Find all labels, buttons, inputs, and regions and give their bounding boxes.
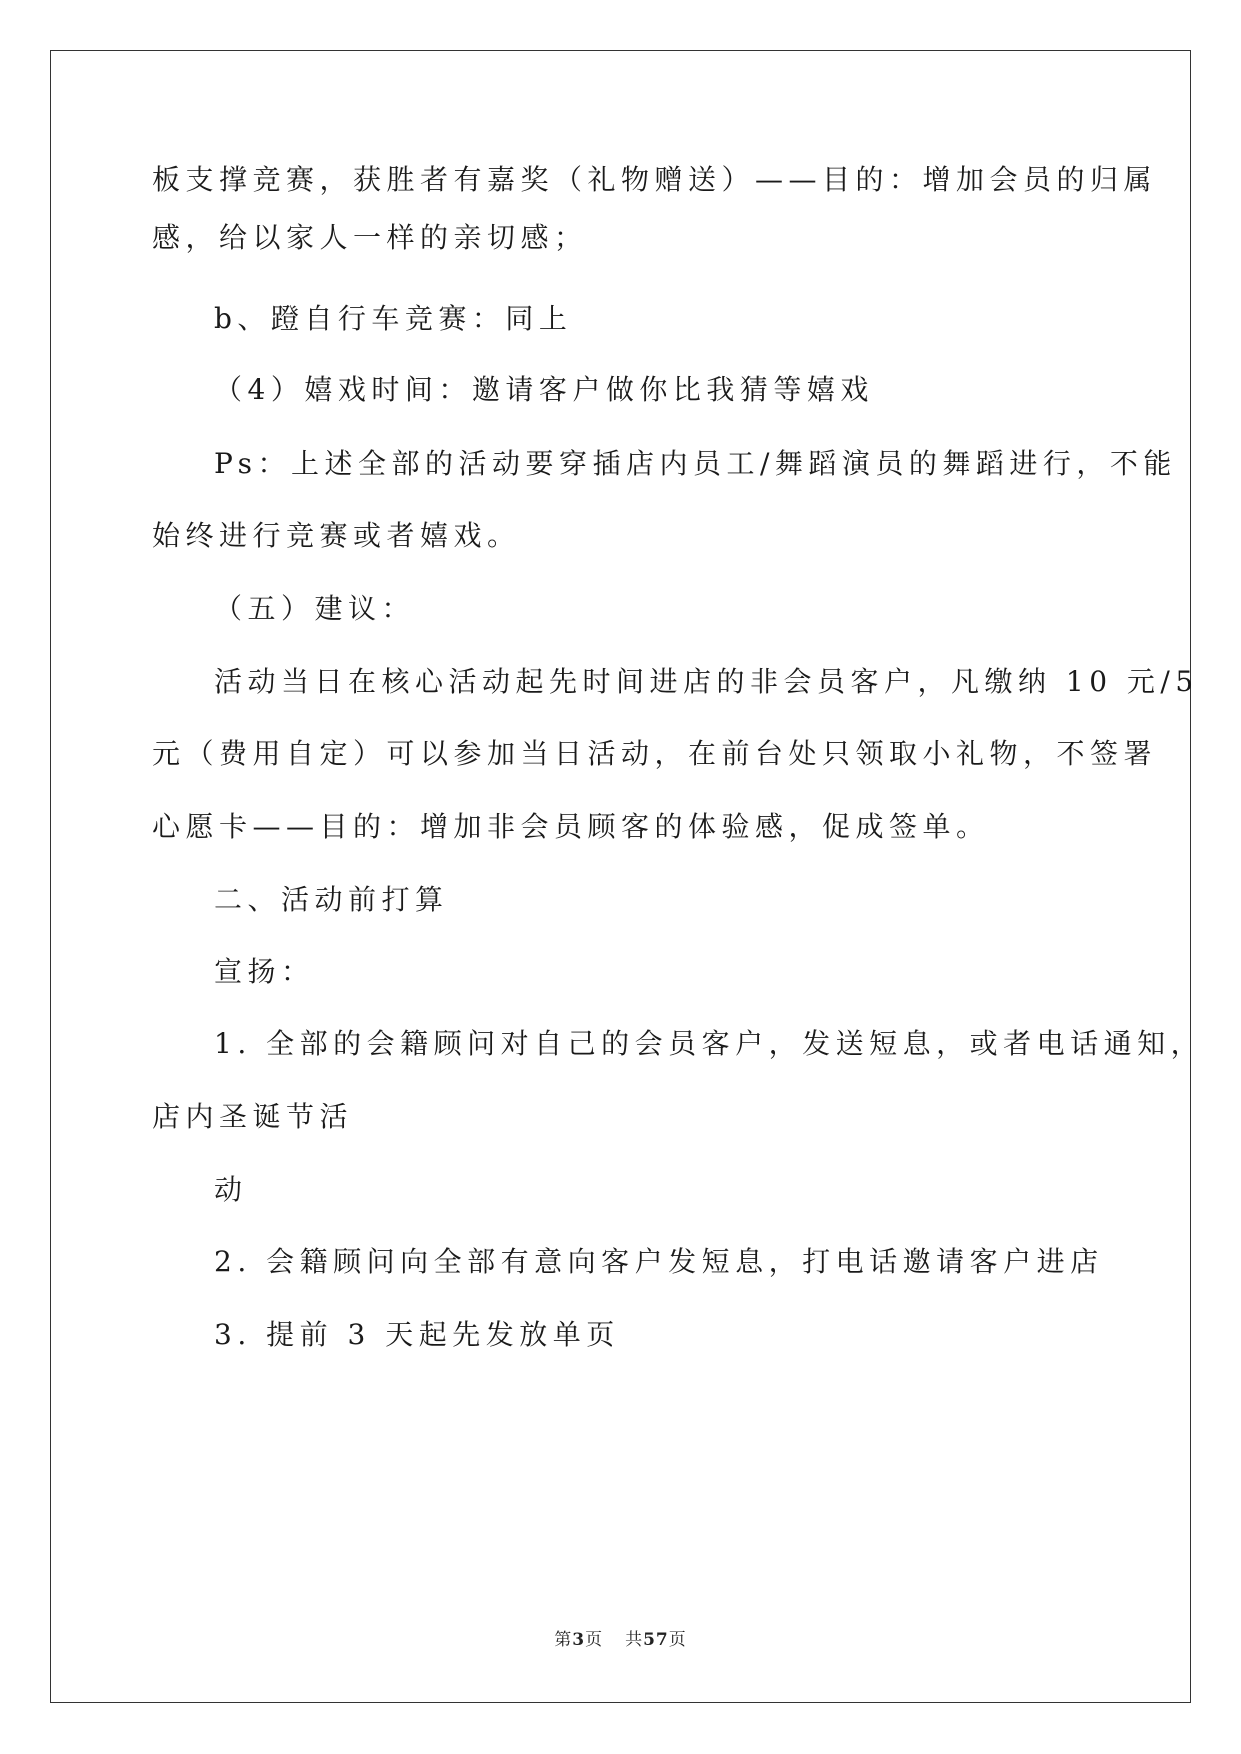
text-line: 始终进行竞赛或者嬉戏。 xyxy=(152,519,521,552)
text-line: b、蹬自行车竞赛：同上 xyxy=(214,302,573,335)
footer-prefix: 第 xyxy=(554,1630,573,1650)
text-line: 1. 全部的会籍顾问对自己的会员客户，发送短息，或者电话通知， xyxy=(214,1027,1205,1060)
text-line: 感，给以家人一样的亲切感； xyxy=(152,221,588,254)
text-line: 2. 会籍顾问向全部有意向客户发短息，打电话邀请客户进店 xyxy=(214,1245,1104,1278)
footer-total-prefix: 共 xyxy=(625,1630,644,1650)
footer-total-suffix: 页 xyxy=(668,1630,687,1650)
text-line: 动 xyxy=(214,1173,248,1206)
text-line: 活动当日在核心活动起先时间进店的非会员客户，凡缴纳 10 元/5 xyxy=(214,665,1199,698)
text-line: 二、活动前打算 xyxy=(214,883,449,916)
footer-page-number: 3 xyxy=(572,1630,586,1650)
text-line: 店内圣诞节活 xyxy=(152,1100,354,1133)
text-line: 元（费用自定）可以参加当日活动，在前台处只领取小礼物，不签署 xyxy=(152,737,1158,770)
text-line: 板支撑竞赛，获胜者有嘉奖（礼物赠送）——目的：增加会员的归属 xyxy=(152,163,1158,196)
text-line: 宣扬： xyxy=(214,955,315,988)
text-line: （4）嬉戏时间：邀请客户做你比我猜等嬉戏 xyxy=(214,373,874,406)
text-line: （五）建议： xyxy=(214,592,416,625)
text-line: Ps：上述全部的活动要穿插店内员工/舞蹈演员的舞蹈进行，不能 xyxy=(214,447,1177,480)
text-line: 3. 提前 3 天起先发放单页 xyxy=(214,1318,620,1351)
page-border xyxy=(50,50,1191,1703)
text-line: 心愿卡——目的：增加非会员顾客的体验感，促成签单。 xyxy=(152,810,990,843)
page-footer xyxy=(0,1625,1241,1650)
footer-page-suffix: 页 xyxy=(585,1630,604,1650)
footer-total-pages: 57 xyxy=(643,1630,669,1650)
